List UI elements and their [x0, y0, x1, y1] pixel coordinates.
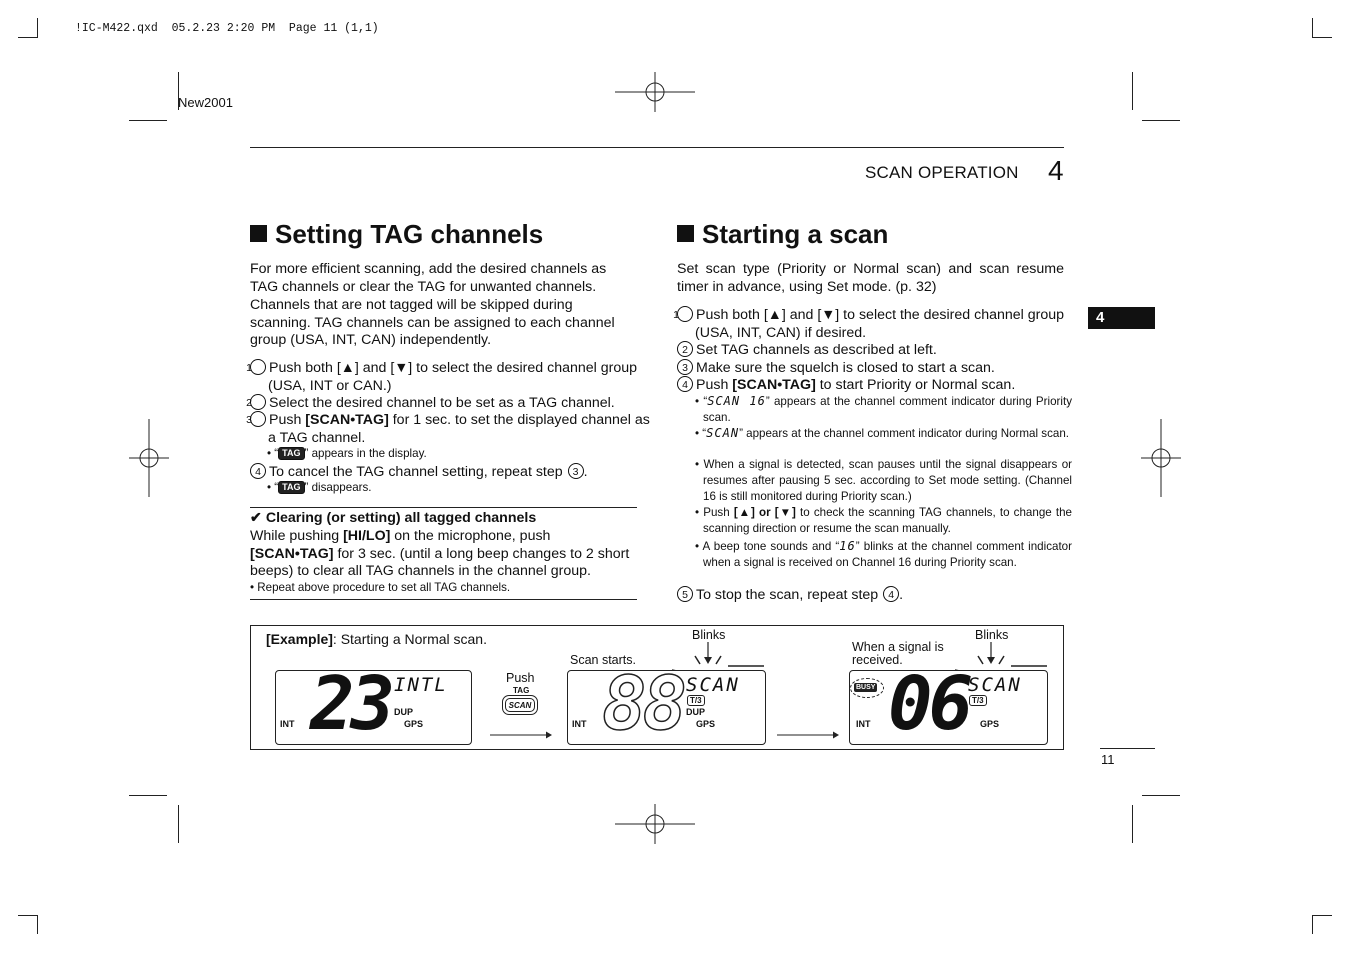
arrow-right-icon [777, 730, 839, 740]
header-rule [250, 147, 1064, 148]
channel-digits: 88 [602, 661, 684, 747]
step-item: 5 To stop the scan, repeat step 4 . [677, 586, 1064, 605]
doc-id: New2001 [178, 95, 233, 110]
step-item: 3 Make sure the squelch is closed to start a scan. [677, 359, 1064, 378]
chapter-tab: 4 [1088, 307, 1155, 329]
section-title-tag: Setting TAG channels [250, 219, 543, 250]
scan-note: • A beep tone sounds and “16” blinks at the channel comment indicator when a signal is received on Channel 16 during Priority scan. [695, 539, 1072, 569]
registration-mark-top [615, 72, 695, 112]
group-label: INT [280, 719, 295, 729]
box-rule-top [250, 507, 637, 508]
scan-note: • “SCAN 16” appears at the channel comment indicator during Priority scan. [695, 394, 1072, 424]
busy-label: BUSY [856, 684, 876, 691]
page-number-rule [1100, 748, 1155, 749]
group-label: INT [856, 719, 871, 729]
scan-16-segment-icon: SCAN 16 [707, 394, 766, 408]
crop-mark [1142, 120, 1180, 121]
clear-all-text: While pushing [HI/LO] on the microphone, push [SCAN•TAG] for 3 sec. (until a long beep changes to 2 short beeps) to clear all TAG channels in the channel group. [250, 528, 630, 579]
push-label: Push [506, 671, 535, 685]
square-bullet-icon [250, 225, 267, 242]
page-number: 11 [1101, 752, 1115, 767]
dup-label: DUP [394, 707, 414, 717]
crop-mark [129, 120, 167, 121]
ch16-segment-icon: 16 [839, 539, 856, 553]
gps-label: GPS [980, 719, 1000, 729]
tag-indicator-icon: T/3 [687, 695, 705, 706]
crop-mark [18, 37, 38, 38]
tag-indicator-icon: TAG [278, 447, 304, 460]
scan-note: • When a signal is detected, scan pauses until the signal disappears or resumes after pausing 5 sec. according to Set mode setting. (Channel 16 is still monitored during Priority scan.) [695, 458, 1072, 503]
crop-mark [1312, 18, 1313, 37]
registration-mark-left [129, 419, 169, 497]
file-slug: !IC-M422.qxd 05.2.23 2:20 PM Page 11 (1,1) [75, 22, 379, 35]
crop-mark [37, 915, 38, 934]
step-note: • “ TAG ” disappears. [267, 481, 372, 494]
blinks-label: Blinks [692, 628, 726, 642]
crop-mark [37, 18, 38, 37]
step-item: 4 Push [SCAN•TAG] to start Priority or Normal scan. [677, 376, 1064, 395]
step-item: 1 Push both [▲] and [▼] to select the desired channel group (USA, INT, CAN) if desired. [673, 307, 1065, 341]
step-item: 2 Set TAG channels as described at left. [677, 341, 1064, 360]
crop-mark [1312, 37, 1332, 38]
step-note: • “ TAG ” appears in the display. [267, 447, 427, 460]
step-item: 1 Push both [▲] and [▼] to select the desired channel group (USA, INT or CAN.) [246, 360, 638, 394]
section-header: SCAN OPERATION [865, 163, 1019, 182]
lcd-display-channel-23 [275, 661, 472, 747]
step-item: 3 Push [SCAN•TAG] for 1 sec. to set the displayed channel as a TAG channel. [246, 412, 650, 446]
dup-label: DUP [686, 707, 706, 717]
intro-paragraph: Set scan type (Priority or Normal scan) and scan resume timer in advance, using Set mode. (p. 32) [677, 261, 1064, 295]
scan-note: • “SCAN” appears at the channel comment indicator during Normal scan. [695, 426, 1070, 440]
scan-key-label: SCAN [505, 698, 535, 712]
gps-label: GPS [404, 719, 424, 729]
lcd-display-channel-06 [849, 661, 1048, 747]
group-label: INT [572, 719, 587, 729]
example-caption: [Example]: Starting a Normal scan. [266, 631, 487, 647]
scan-key-button[interactable] [502, 695, 538, 715]
channel-comment: SCAN [686, 674, 740, 696]
section-title-scan: Starting a scan [677, 219, 888, 250]
signal-received-label: When a signal is received. [852, 640, 944, 667]
crop-mark [1132, 72, 1133, 110]
intro-paragraph: Channels that are not tagged will be skipped during scanning. TAG channels can be assigned to each channel group (USA, INT, CAN) independently. [250, 297, 615, 348]
crop-mark [18, 915, 38, 916]
clear-all-title: ✔ Clearing (or setting) all tagged channels [250, 510, 537, 526]
square-bullet-icon [677, 225, 694, 242]
registration-mark-bottom [615, 804, 695, 844]
crop-mark [129, 795, 167, 796]
chapter-number: 4 [1048, 155, 1064, 186]
crop-mark [178, 805, 179, 843]
box-rule-bottom [250, 599, 637, 600]
tag-indicator-icon: TAG [278, 481, 304, 494]
channel-digits: 06 [888, 661, 970, 747]
channel-comment: INTL [394, 674, 448, 696]
channel-digits: 23 [310, 661, 392, 747]
tag-indicator-icon: T/3 [969, 695, 987, 706]
blinks-label: Blinks [975, 628, 1009, 642]
intro-paragraph: For more efficient scanning, add the desired channels as TAG channels or clear the TAG for unwanted channels. [250, 261, 607, 295]
crop-mark [1312, 915, 1332, 916]
scan-starts-label: Scan starts. [570, 653, 636, 667]
crop-mark [1312, 915, 1313, 934]
crop-mark [1132, 805, 1133, 843]
clear-all-note: • Repeat above procedure to set all TAG channels. [250, 581, 511, 594]
channel-comment: SCAN [968, 674, 1022, 696]
gps-label: GPS [696, 719, 716, 729]
crop-mark [1142, 795, 1180, 796]
step-item: 2 Select the desired channel to be set as a TAG channel. [246, 395, 615, 411]
lcd-display-scanning [567, 661, 766, 747]
scan-note: • Push [▲] or [▼] to check the scanning TAG channels, to change the scanning direction or resume the scan manually. [695, 506, 1072, 535]
registration-mark-right [1141, 419, 1181, 497]
arrow-right-icon [490, 730, 552, 740]
step-item: 4 To cancel the TAG channel setting, repeat step 3 . [250, 463, 637, 482]
scan-segment-icon: SCAN [706, 426, 740, 440]
tag-sub-label: TAG [513, 686, 530, 695]
